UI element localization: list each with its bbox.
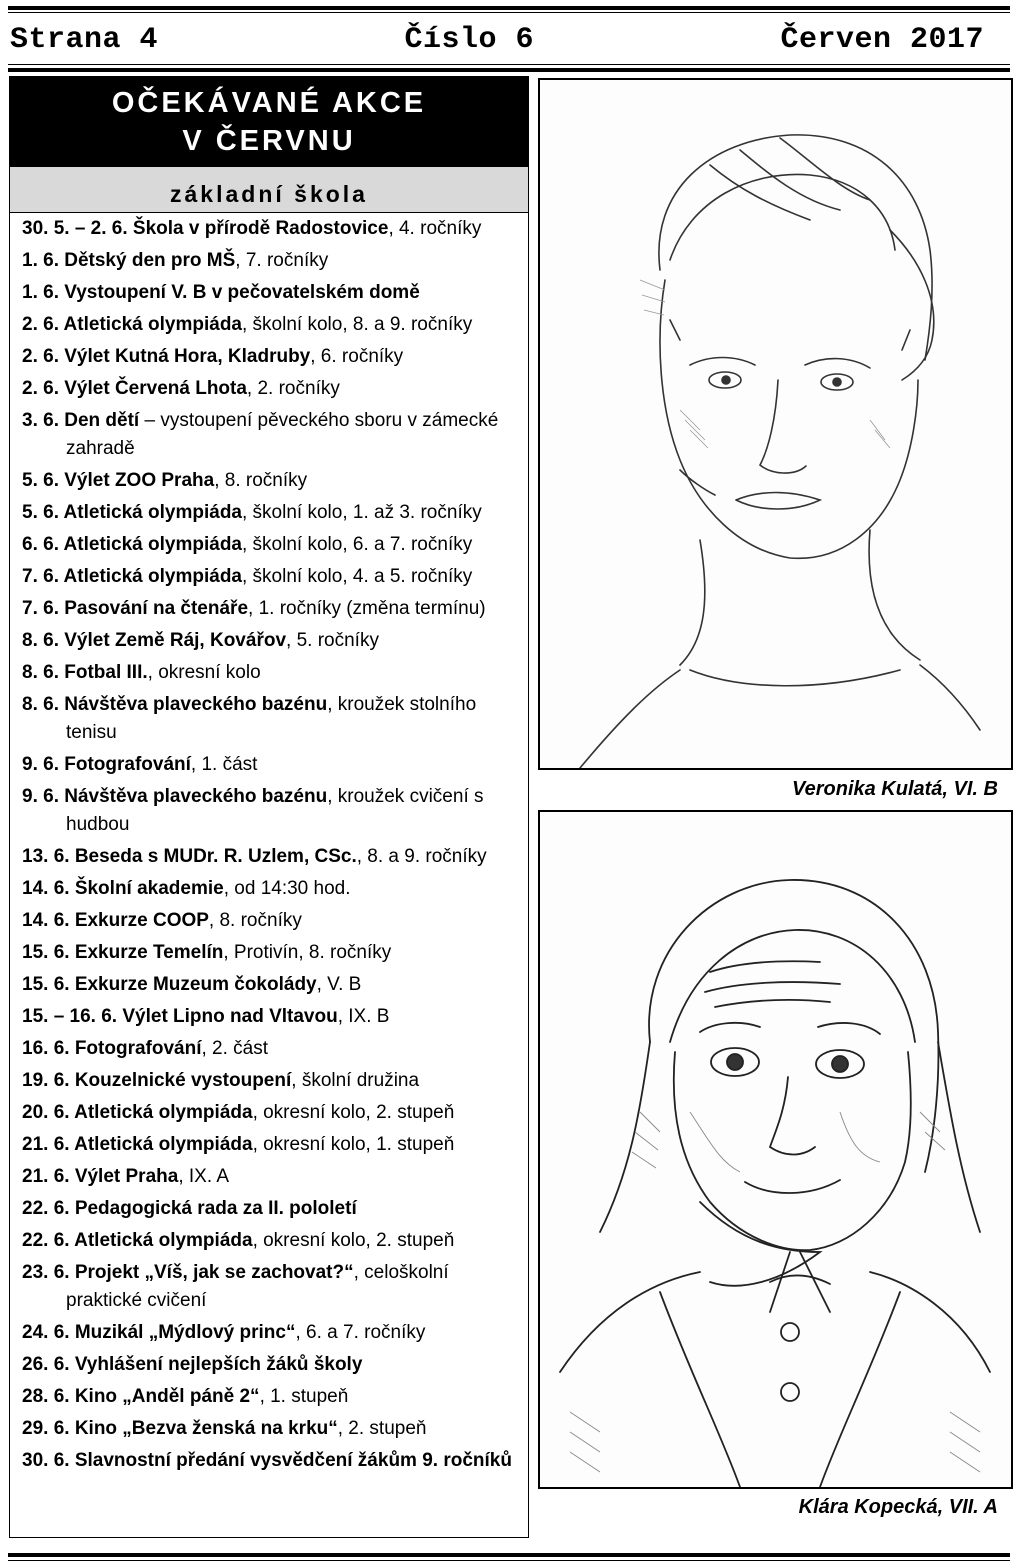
- event-list: [10, 213, 528, 1475]
- event-item: [22, 1351, 524, 1379]
- events-box: [9, 76, 529, 1538]
- page-number: Strana 4: [10, 23, 159, 57]
- event-detail: , školní kolo, 8. a 9. ročníky: [242, 314, 473, 335]
- event-item: [22, 1131, 524, 1159]
- event-detail: , IX. B: [337, 1006, 390, 1027]
- event-title: 2. 6. Výlet Červená Lhota: [22, 378, 247, 399]
- event-title: 22. 6. Pedagogická rada za II. pololetí: [22, 1198, 357, 1219]
- issue-number: Číslo 6: [404, 23, 534, 57]
- bottom-rule: [8, 1553, 1010, 1557]
- event-item: [22, 499, 524, 527]
- event-detail: , Protivín, 8. ročníky: [223, 942, 392, 963]
- event-item: [22, 627, 524, 655]
- event-item: [22, 343, 524, 371]
- event-item: [22, 1227, 524, 1255]
- event-item: [22, 875, 524, 903]
- event-title: 28. 6. Kino „Anděl páně 2“: [22, 1386, 260, 1407]
- events-title: [10, 77, 528, 167]
- event-title: 6. 6. Atletická olympiáda: [22, 534, 242, 555]
- event-item: [22, 1415, 524, 1443]
- event-item: [22, 1259, 524, 1315]
- event-item: [22, 563, 524, 591]
- event-detail: , školní kolo, 6. a 7. ročníky: [242, 534, 473, 555]
- event-title: 9. 6. Návštěva plaveckého bazénu: [22, 786, 328, 807]
- event-title: 30. 5. – 2. 6. Škola v přírodě Radostovice: [22, 218, 389, 239]
- event-item: [22, 939, 524, 967]
- event-item: [22, 691, 524, 747]
- event-detail: , 8. ročníky: [214, 470, 308, 491]
- events-subtitle-text: základní škola: [170, 181, 368, 207]
- woman-portrait-sketch: [540, 80, 1011, 768]
- event-title: 15. 6. Exkurze Temelín: [22, 942, 224, 963]
- event-detail: , 2. stupeň: [337, 1418, 427, 1439]
- event-detail: , školní kolo, 4. a 5. ročníky: [242, 566, 473, 587]
- event-detail: , 1. ročníky (změna termínu): [248, 598, 486, 619]
- event-title: 14. 6. Školní akademie: [22, 878, 224, 899]
- event-detail: , okresní kolo, 2. stupeň: [252, 1102, 455, 1123]
- event-item: [22, 1067, 524, 1095]
- event-detail: , okresní kolo: [147, 662, 261, 683]
- event-title: 3. 6. Den dětí: [22, 410, 140, 431]
- event-item: [22, 247, 524, 275]
- event-title: 14. 6. Exkurze COOP: [22, 910, 209, 931]
- event-title: 8. 6. Fotbal III.: [22, 662, 148, 683]
- event-item: [22, 595, 524, 623]
- event-title: 30. 6. Slavnostní předání vysvědčení žákům 9. ročníků: [22, 1450, 512, 1471]
- event-title: 20. 6. Atletická olympiáda: [22, 1102, 253, 1123]
- event-item: [22, 783, 524, 839]
- header-rule: [8, 68, 1010, 72]
- event-title: 24. 6. Muzikál „Mýdlový princ“: [22, 1322, 296, 1343]
- event-item: [22, 1099, 524, 1127]
- event-detail: , V. B: [316, 974, 362, 995]
- top-rule-thin: [8, 12, 1010, 13]
- event-detail: , 2. ročníky: [246, 378, 340, 399]
- event-title: 21. 6. Výlet Praha: [22, 1166, 179, 1187]
- event-detail: , 6. a 7. ročníky: [295, 1322, 426, 1343]
- bottom-rule-thin: [8, 1560, 1010, 1561]
- event-detail: , 7. ročníky: [235, 250, 329, 271]
- event-title: 5. 6. Atletická olympiáda: [22, 502, 242, 523]
- event-title: 29. 6. Kino „Bezva ženská na krku“: [22, 1418, 338, 1439]
- event-title: 2. 6. Výlet Kutná Hora, Kladruby: [22, 346, 311, 367]
- event-item: [22, 1035, 524, 1063]
- event-item: [22, 971, 524, 999]
- event-title: 1. 6. Dětský den pro MŠ: [22, 250, 236, 271]
- event-detail: – vystoupení pěveckého sboru v zámecké zahradě: [66, 410, 499, 459]
- event-title: 8. 6. Návštěva plaveckého bazénu: [22, 694, 328, 715]
- event-detail: , 1. část: [190, 754, 258, 775]
- event-detail: , okresní kolo, 1. stupeň: [252, 1134, 455, 1155]
- event-title: 22. 6. Atletická olympiáda: [22, 1230, 253, 1251]
- event-item: [22, 1195, 524, 1223]
- event-item: [22, 467, 524, 495]
- event-item: [22, 1447, 524, 1475]
- drawing-old-woman: [538, 810, 1013, 1489]
- event-detail: , kroužek cvičení s hudbou: [66, 786, 484, 835]
- event-detail: , 5. ročníky: [286, 630, 379, 651]
- events-subtitle: [10, 167, 528, 213]
- event-title: 15. 6. Exkurze Muzeum čokolády: [22, 974, 317, 995]
- event-item: [22, 531, 524, 559]
- drawing-young-woman: [538, 78, 1013, 770]
- issue-date: Červen 2017: [780, 23, 984, 57]
- event-title: 5. 6. Výlet ZOO Praha: [22, 470, 215, 491]
- events-title-line2: V ČERVNU: [182, 125, 356, 157]
- event-title: 9. 6. Fotografování: [22, 754, 191, 775]
- event-title: 15. – 16. 6. Výlet Lipno nad Vltavou: [22, 1006, 338, 1027]
- page-header: [10, 20, 984, 60]
- event-title: 1. 6. Vystoupení V. B v pečovatelském domě: [22, 282, 420, 303]
- event-item: [22, 311, 524, 339]
- event-title: 7. 6. Atletická olympiáda: [22, 566, 242, 587]
- event-detail: , okresní kolo, 2. stupeň: [252, 1230, 455, 1251]
- event-detail: , 6. ročníky: [310, 346, 404, 367]
- event-detail: , IX. A: [178, 1166, 230, 1187]
- event-item: [22, 1319, 524, 1347]
- event-item: [22, 375, 524, 403]
- event-title: 13. 6. Beseda s MUDr. R. Uzlem, CSc.: [22, 846, 357, 867]
- event-title: 7. 6. Pasování na čtenáře: [22, 598, 249, 619]
- event-item: [22, 279, 524, 307]
- event-title: 2. 6. Atletická olympiáda: [22, 314, 242, 335]
- event-detail: , 8. ročníky: [208, 910, 302, 931]
- header-rule-thin: [8, 64, 1010, 65]
- event-item: [22, 751, 524, 779]
- event-item: [22, 215, 524, 243]
- old-woman-portrait-sketch: [540, 812, 1011, 1487]
- event-item: [22, 407, 524, 463]
- event-detail: , školní družina: [291, 1070, 420, 1091]
- event-item: [22, 1163, 524, 1191]
- top-rule: [8, 6, 1010, 10]
- event-item: [22, 1003, 524, 1031]
- event-title: 8. 6. Výlet Země Ráj, Kovářov: [22, 630, 287, 651]
- drawing-caption-1: Veronika Kulatá, VI. B: [792, 778, 998, 800]
- event-detail: , kroužek stolního tenisu: [66, 694, 477, 743]
- event-title: 21. 6. Atletická olympiáda: [22, 1134, 253, 1155]
- drawing-caption-2: Klára Kopecká, VII. A: [798, 1496, 998, 1518]
- event-detail: , školní kolo, 1. až 3. ročníky: [242, 502, 482, 523]
- event-title: 19. 6. Kouzelnické vystoupení: [22, 1070, 292, 1091]
- event-item: [22, 843, 524, 871]
- event-detail: , od 14:30 hod.: [223, 878, 351, 899]
- event-item: [22, 659, 524, 687]
- event-item: [22, 907, 524, 935]
- events-title-line1: OČEKÁVANÉ AKCE: [111, 87, 427, 119]
- event-title: 16. 6. Fotografování: [22, 1038, 202, 1059]
- event-title: 23. 6. Projekt „Víš, jak se zachovat?“: [22, 1262, 354, 1283]
- event-detail: , 2. část: [201, 1038, 269, 1059]
- event-title: 26. 6. Vyhlášení nejlepších žáků školy: [22, 1354, 363, 1375]
- event-detail: , celoškolní praktické cvičení: [66, 1262, 449, 1311]
- event-detail: , 4. ročníky: [388, 218, 482, 239]
- event-detail: , 8. a 9. ročníky: [356, 846, 487, 867]
- event-detail: , 1. stupeň: [259, 1386, 349, 1407]
- event-item: [22, 1383, 524, 1411]
